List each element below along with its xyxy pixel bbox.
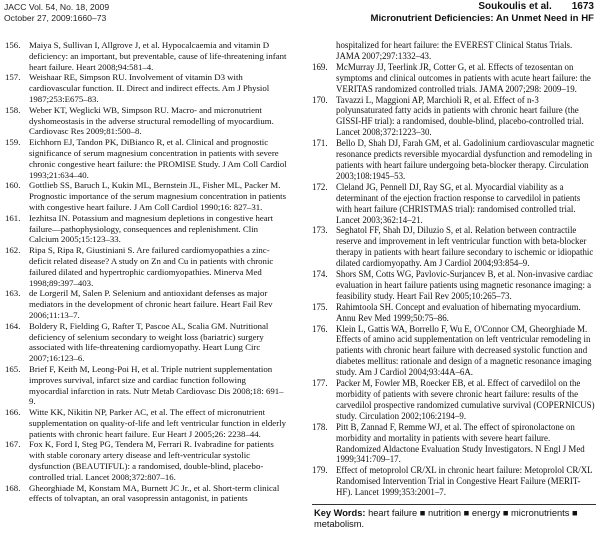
reference-item xyxy=(312,62,596,95)
journal-volume-line: JACC Vol. 54, No. 18, 2009 xyxy=(4,2,110,12)
reference-number: 177. xyxy=(312,378,328,389)
journal-date-line: October 27, 2009:1660–73 xyxy=(4,12,107,23)
reference-text: Seghatol FF, Shah DJ, Diluzio S, et al. Relation between contractile reserve and improvement in left ventricular function with beta-blocker therapy in patients with heart failure secondary to ischemic or idiopathic dilated cardiomyopathy. Am J Cardiol 2004;93:854–9. xyxy=(336,225,594,269)
reference-text: Maiya S, Sullivan I, Allgrove J, et al. Hypocalcaemia and vitamin D deficiency: an important, but preventable, cause of life-threatening infant heart failure. Heart 2008;94:581–4. xyxy=(29,40,287,72)
reference-number: 156. xyxy=(5,40,21,50)
references-right-column xyxy=(312,40,596,530)
reference-number: 175. xyxy=(312,301,328,312)
reference-number: 172. xyxy=(312,181,328,192)
reference-item xyxy=(312,95,596,139)
reference-item xyxy=(312,269,596,302)
reference-item xyxy=(312,302,596,324)
reference-item xyxy=(312,465,596,498)
reference-item xyxy=(5,407,287,439)
reference-number: 178. xyxy=(312,421,328,432)
reference-number: 166. xyxy=(5,407,21,418)
references-left-column xyxy=(5,40,287,504)
running-title: Micronutrient Deficiencies: An Unmet Need in HF xyxy=(370,13,594,24)
key-words-text: heart failure ■ nutrition ■ energy ■ micronutrients ■ metabolism. xyxy=(314,508,578,530)
reference-text: Boldery R, Fielding G, Rafter T, Pascoe AL, Scalia GM. Nutritional deficiency of selenium secondary to weight loss (bariatric) surgery associated with life-threatening cardiomyopathy. Heart Lung Circ 2007;16:123–6. xyxy=(29,320,269,364)
key-words-label: Key Words: xyxy=(314,508,366,519)
reference-text: Eichhorn EJ, Tandon PK, DiBianco R, et al. Clinical and prognostic significance of serum magnesium concentration in patients with severe chronic congestive heart failure: the PROMISE Study. J Am Coll Cardiol 1993;21:634–40. xyxy=(29,137,287,180)
reference-number: 165. xyxy=(5,363,21,374)
reference-number: 164. xyxy=(5,320,21,331)
running-author: Soukoulis et al. xyxy=(478,1,552,12)
reference-number: 167. xyxy=(5,439,21,450)
reference-text: de Lorgeril M, Salen P. Selenium and antioxidant defenses as major mediators in the development of chronic heart failure. Heart Fail Rev 2006;11:13–7. xyxy=(29,288,273,320)
reference-item xyxy=(5,483,287,505)
reference-item xyxy=(5,180,287,212)
reference-item xyxy=(5,72,287,104)
reference-text: Weber KT, Weglicki WB, Simpson RU. Macro- and micronutrient dyshomeostasis in the adverse structural remodelling of myocardium. Cardiovasc Res 2009;81:500–8. xyxy=(29,104,274,137)
reference-number: 176. xyxy=(312,323,328,334)
reference-text: Effect of metoprolol CR/XL in chronic heart failure: Metoprolol CR/XL Randomised Intervention Trial in Congestive Heart Failure (MERIT-HF). Lancet 1999;353:2001–7. xyxy=(336,465,593,498)
reference-text: Iezhitsa IN. Potassium and magnesium depletions in congestive heart failure—pathophysiology, consequences and replenishment. Clin Calcium 2005;15:123–33. xyxy=(29,212,274,245)
reference-continuation: hospitalized for heart failure: the EVEREST Clinical Status Trials. JAMA 2007;297:1332–43. xyxy=(336,40,573,61)
key-words xyxy=(312,504,596,530)
reference-number: 160. xyxy=(5,180,21,191)
reference-number: 174. xyxy=(312,269,328,280)
reference-number: 173. xyxy=(312,225,328,236)
reference-number: 168. xyxy=(5,482,21,493)
reference-text: Shors SM, Cotts WG, Pavlovic-Surjancev B, et al. Non-invasive cardiac evaluation in heart failure patients using magnetic resonance imaging: a feasibility study. Heart Fail Rev 2005;10:265–73. xyxy=(336,269,593,301)
reference-text: Klein L, Gattis WA, Borrello F, Wu E, O'Connor CM, Gheorghiade M. Effects of amino acid supplementation on left ventricular remodeling in patients with chronic heart failure with decreased systolic function and diabetes mellitus: rationale and design of a magnetic resonance imaging study. Am J Cardiol 2004;93:44A–6A. xyxy=(336,323,592,378)
reference-number: 170. xyxy=(312,94,328,105)
journal-citation xyxy=(4,2,109,23)
reference-text: Tavazzi L, Maggioni AP, Marchioli R, et al. Effect of n-3 polyunsaturated fatty acids in patients with chronic heart failure (the GISSI-HF trial): a randomised, double-blind, placebo-controlled trial. Lancet 2008;372:1223–30. xyxy=(336,94,584,138)
references-right-list xyxy=(312,62,596,498)
reference-text: Ripa S, Ripa R, Giustiniani S. Are failured cardiomyopathies a zinc-deficit related disease? A study on Zn and Cu in patients with chronic failured dilated and hypertrophic cardiomyopathies. Minerva Med 1998;89:397–403. xyxy=(29,245,274,288)
reference-text: Cleland JG, Pennell DJ, Ray SG, et al. Myocardial viability as a determinant of the ejection fraction response to carvedilol in patients with heart failure (CHRISTMAS trial): randomised controlled trial. Lancet 2003;362:14–21. xyxy=(336,181,581,225)
reference-text: Rahimtoola SH. Concept and evaluation of hibernating myocardium. Annu Rev Med 1999;50:75–86. xyxy=(336,301,581,323)
reference-item xyxy=(312,378,596,422)
reference-number: 159. xyxy=(5,137,21,148)
page-number: 1673 xyxy=(571,1,594,12)
reference-item xyxy=(5,321,287,364)
reference-item xyxy=(5,105,287,137)
reference-item xyxy=(5,439,287,482)
reference-text: Gottlieb SS, Baruch L, Kukin ML, Bernstein JL, Fisher ML, Packer M. Prognostic importance of the serum magnesium concentration in patients with congestive heart failure. J Am Coll Cardiol 1990;16: 827–31. xyxy=(29,180,286,212)
reference-item xyxy=(312,182,596,226)
reference-text: Witte KK, Nikitin NP, Parker AC, et al. The effect of micronutrient supplementation on quality-of-life and left ventricular function in elderly patients with chronic heart failure. Eur Heart J 2005;26: 2238–44. xyxy=(29,407,286,439)
reference-text: Weishaar RE, Simpson RU. Involvement of vitamin D3 with cardiovascular function. II. Direct and indirect effects. Am J Physiol 1987;253:E675–83. xyxy=(29,72,270,104)
reference-item xyxy=(312,225,596,269)
reference-number: 179. xyxy=(312,465,328,476)
reference-number: 171. xyxy=(312,138,328,149)
reference-text: Gheorghiade M, Konstam MA, Burnett JC Jr., et al. Short-term clinical effects of tolvaptan, an oral vasopressin antagonist, in patients xyxy=(29,482,280,504)
reference-text: Fox K, Ford I, Steg PG, Tendera M, Ferrari R. Ivabradine for patients with stable coronary artery disease and left-ventricular systolic dysfunction (BEAUTIFUL): a randomised, double-blind, placebo-controlled trial. Lancet 2008;372:807–16. xyxy=(29,439,274,482)
reference-number: 157. xyxy=(5,72,21,83)
reference-number: 161. xyxy=(5,212,21,223)
reference-text: Brief F, Keith M, Leong-Poi H, et al. Triple nutrient supplementation improves survival, infarct size and cardiac function following myocardial infarction in rats. Nutr Metab Cardiovasc Dis 2008;18: 691–9. xyxy=(29,363,284,407)
reference-text: McMurray JJ, Teerlink JR, Cotter G, et al. Effects of tezosentan on symptoms and clinical outcomes in patients with acute heart failure: the VERITAS randomized controlled trials. JAMA 2007;298: 2009–19. xyxy=(336,61,591,94)
reference-item xyxy=(312,422,596,466)
reference-number: 158. xyxy=(5,104,21,115)
reference-item xyxy=(5,40,287,72)
reference-text: Bello D, Shah DJ, Farah GM, et al. Gadolinium cardiovascular magnetic resonance predicts reversible myocardial dysfunction and remodeling in patients with heart failure undergoing beta-blocker therapy. Circulation 2003;108:1945–53. xyxy=(336,138,595,181)
reference-item xyxy=(312,324,596,379)
running-header xyxy=(370,1,594,25)
reference-number: 163. xyxy=(5,288,21,299)
reference-item xyxy=(5,245,287,288)
reference-text: Packer M, Fowler MB, Roecker EB, et al. Effect of carvedilol on the morbidity of patients with severe chronic heart failure: results of the carvedilol prospective randomized cumulative survival (COPERNICUS) study. Circulation 2002;106:2194–9. xyxy=(336,378,595,421)
reference-text: Pitt B, Zannad F, Remme WJ, et al. The effect of spironolactone on morbidity and mortality in patients with severe heart failure. Randomized Aldactone Evaluation Study Investigators. N Engl J Med 1999;341:709–17. xyxy=(336,421,585,465)
reference-number: 162. xyxy=(5,245,21,256)
reference-item xyxy=(5,213,287,245)
reference-item xyxy=(5,137,287,180)
reference-number: 169. xyxy=(312,61,328,72)
reference-item xyxy=(5,364,287,407)
reference-item xyxy=(5,288,287,320)
reference-item xyxy=(312,138,596,182)
